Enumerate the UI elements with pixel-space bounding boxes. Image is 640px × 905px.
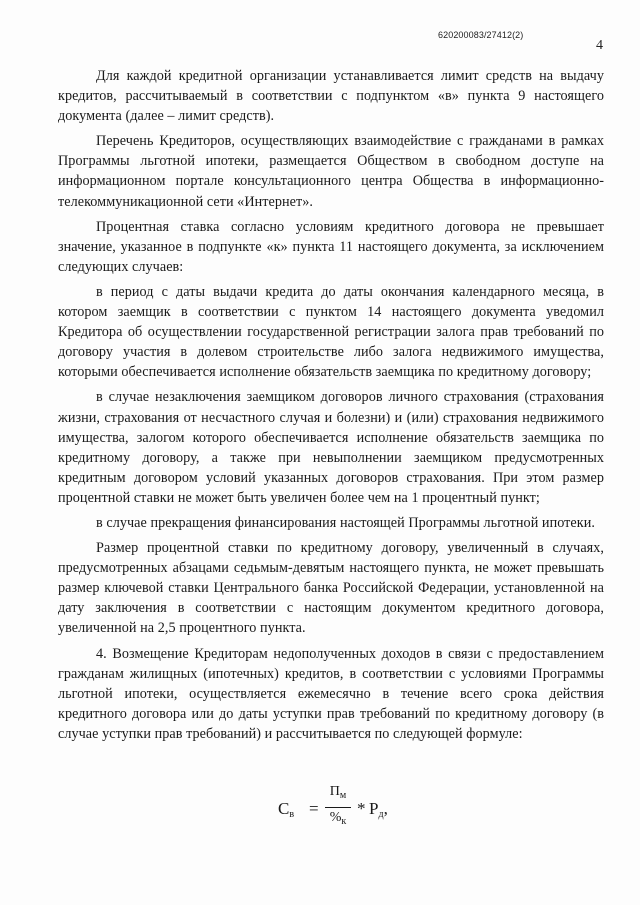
paragraph-rate-cap: Размер процентной ставки по кредитному договору, увеличенный в случаях, предусмотренных абзацами седьмым-девятым настоящего пункта, не может превышать размер ключевой ставки Центрального банка Российской Федерации, установленной на дату заключения в соответствии с настоящим документом кредитного договора, увеличенной на 2,5 процентного пункта. [58,540,604,637]
paragraph-exception-registration: в период с даты выдачи кредита до даты окончания календарного месяца, в котором заемщик в соответствии с пунктом 14 настоящего документа уведомил Кредитора об осуществлении государственной регистрации залога прав требований по договору участия в долевом строительстве либо залога недвижимого имущества, которыми обеспечивается исполнение обязательств заемщика по кредитному договору; [58,283,604,381]
fraction-bar [325,807,351,808]
paragraph-exception-insurance: в случае незаключения заемщиком договоров личного страхования (страхования жизни, страхования от несчастного случая и болезни) и (или) страхования недвижимого имущества, залогом которого обеспечивается исполнение обязательств заемщика по кредитному договору, а также при невыполнении заемщиком предусмотренных кредитным договором условий указанных договоров страхования. При этом размер процентной ставки не может быть увеличен более чем на 1 процентный пункт; [58,389,604,506]
formula-multiply: * [357,799,366,818]
document-id: 620200083/27412(2) [438,30,524,40]
document-body [58,66,604,749]
paragraph-credit-limit: Для каждой кредитной организации устанавливается лимит средств на выдачу кредитов, рассчитываемый в соответствии с подпунктом «в» пункта 9 настоящего документа (далее – лимит средств). [58,68,604,125]
paragraph-exception-financing: в случае прекращения финансирования настоящей Программы льготной ипотеки. [96,514,595,531]
compensation-formula [278,782,398,836]
paragraph-creditors-list: Перечень Кредиторов, осуществляющих взаимодействие с гражданами в рамках Программы льготной ипотеки, размещается Обществом в свободном доступе на информационном портале консультационного центра Общества в информационно-телекоммуникационной сети «Интернет». [58,133,604,210]
formula-equals: = [309,799,319,818]
paragraph-interest-rate: Процентная ставка согласно условиям кредитного договора не превышает значение, указанное в подпункте «к» пункта 11 настоящего документа, за исключением следующих случаев: [58,218,604,275]
formula-lhs: $С_в$ [278,799,295,820]
formula-rhs: $Р_д$, [369,799,388,820]
formula-fraction [324,784,352,830]
formula-numerator: $П_м$ [329,784,347,801]
paragraph-compensation: 4. Возмещение Кредиторам недополученных доходов в связи с предоставлением гражданам жилищных (ипотечных) кредитов, в соответствии с условиями Программы льготной ипотеки, осуществляется ежемесячно в течение всего срока действия кредитного договора или до даты уступки прав требований по кредитному договору (в случае уступки прав требований) и рассчитывается по следующей формуле: [58,645,604,742]
formula-denominator: $\%_к$ [329,810,347,827]
page-number: 4 [596,38,603,53]
